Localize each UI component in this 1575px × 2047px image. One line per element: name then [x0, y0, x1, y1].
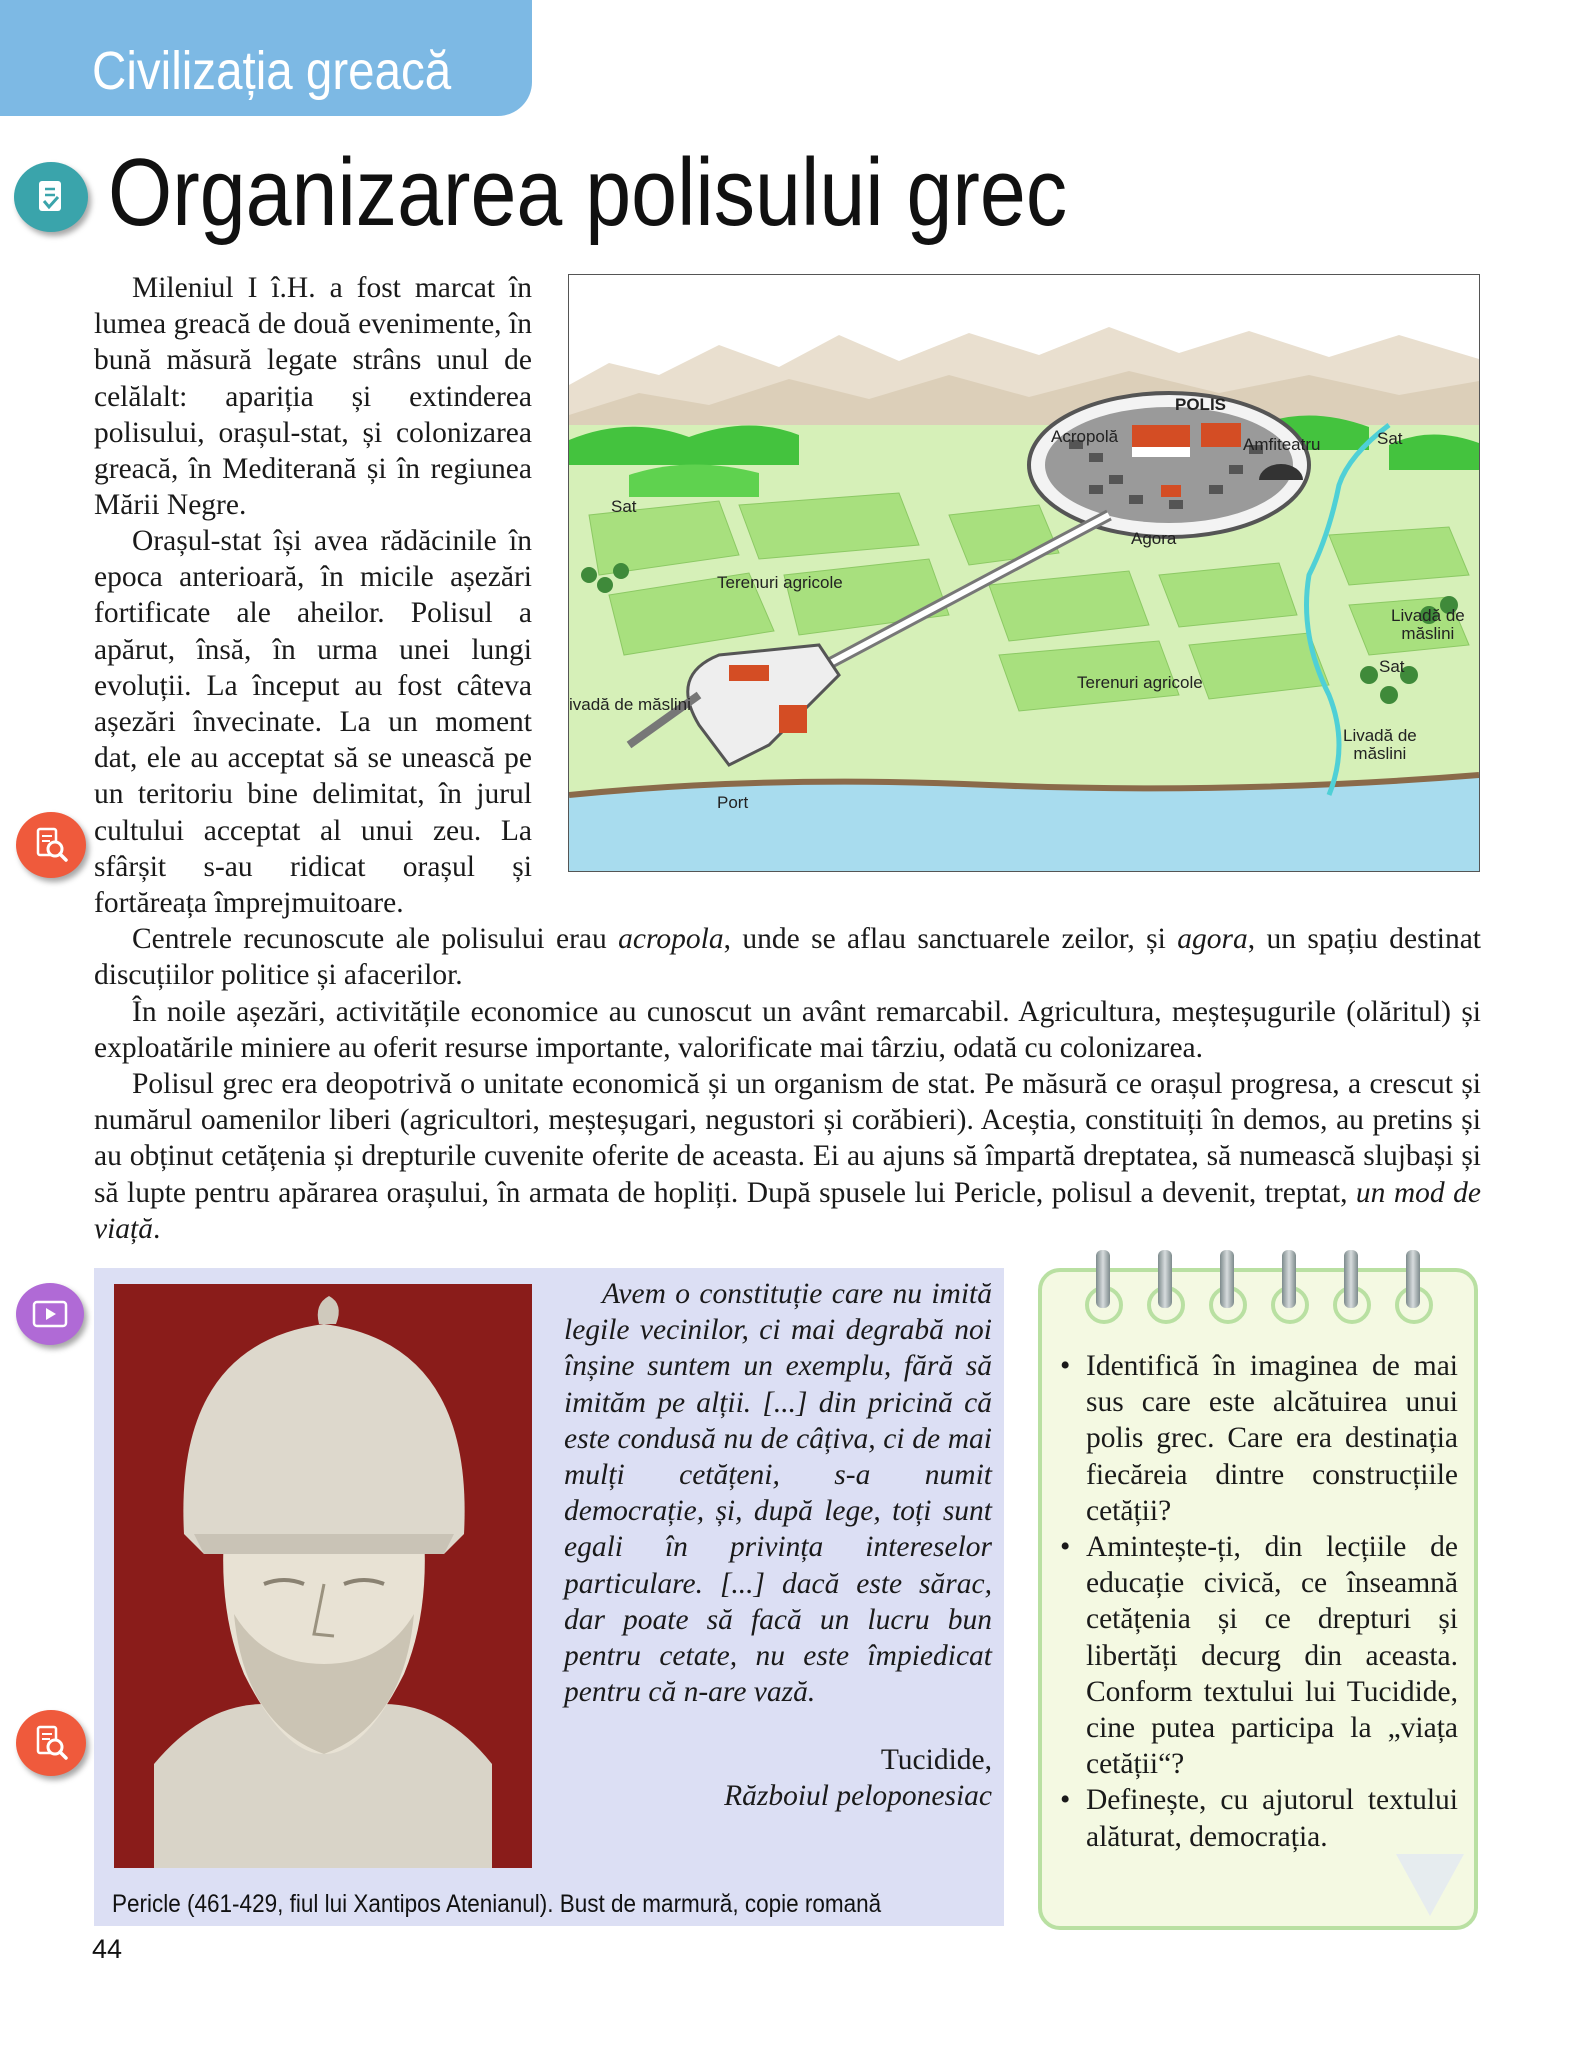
- page-fold: [1396, 1854, 1464, 1916]
- image-caption: Pericle (461-429, fiul lui Xantipos Atenianul). Bust de marmură, copie romană: [112, 1890, 882, 1918]
- paragraph-4-text: În noile așezări, activitățile economice au cunoscut un avânt remarcabil. Agricultura, meșteșugurile (olăritul) și exploatările miniere au oferit resurse importante, valorificate mai târziu, odată cu colonizarea.: [94, 996, 1481, 1065]
- search-icon[interactable]: [16, 812, 86, 878]
- search-icon[interactable]: [16, 1710, 86, 1776]
- term-acropola: acropola: [618, 923, 724, 955]
- quote-book-title: Războiul peloponesiac: [724, 1780, 992, 1813]
- term-mod-de-viata: un mod de viață: [94, 1176, 1481, 1245]
- chapter-title: Civilizația greacă: [92, 41, 452, 101]
- paragraph-3: [94, 921, 1481, 993]
- page-number: 44: [92, 1934, 123, 1964]
- paragraph-5-text: Polisul grec era deopotrivă o unitate economică și un organism de stat. Pe măsură ce orașul progresa, a crescut și numărul oamenilor liberi (agricultori, meșteșugari, negustori și corăbieri). Aceștia, constituiți în demos, au pretins și au obținut cetățenia și drepturile cuvenite oferite de aceasta. Ei au ajuns să împartă dreptatea, să numească slujbași și să lupte pentru apărarea orașului, în armata de hopliți. După spusele lui Pericle, polisul a devenit, treptat,: [94, 1068, 1481, 1209]
- map-label-sat: Sat: [1377, 429, 1403, 448]
- map-label-acropola: Acropolă: [1051, 427, 1119, 446]
- quote-author: Tucidide,: [880, 1744, 992, 1776]
- quote-attribution: [724, 1742, 992, 1814]
- term-agora: agora: [1177, 923, 1248, 955]
- paragraph-5: [94, 1066, 1481, 1247]
- task-item: • Identifică în imaginea de mai sus care este alcătuirea unui polis grec. Care era destinația fiecăreia dintre construcțiile cetății?: [1058, 1348, 1458, 1529]
- tasks-notebook: [1038, 1268, 1478, 1930]
- paragraph-5-text: .: [153, 1212, 161, 1245]
- pericles-bust-image: [114, 1284, 532, 1868]
- map-label-amfiteatru: Amfiteatru: [1243, 435, 1321, 454]
- paragraph-1: [94, 270, 532, 523]
- paragraph-1-text: Mileniul I î.H. a fost marcat în lumea greacă de două evenimente, în bună măsură legate strâns unul de celălalt: apariția și extinderea polisului, orașul-stat, și colonizarea greacă, în Mediterană și în regiunea Mării Negre.: [94, 272, 532, 522]
- map-label-livada: ivadă de măslini: [569, 695, 691, 714]
- paragraph-4: [94, 994, 1481, 1066]
- paragraph-3-text: , unde se aflau sanctuarele zeilor, și: [723, 923, 1178, 955]
- map-label-terenuri-agricole: Terenuri agricole: [1077, 673, 1203, 692]
- paragraph-2: [94, 523, 532, 921]
- source-panel: [94, 1268, 1004, 1926]
- paragraph-3-text: , un spațiu destinat discuțiilor politice și afacerilor.: [94, 923, 1481, 992]
- task-item: • Amintește-ți, din lecțiile de educație civică, ce înseamnă cetățenia și ce drepturi și libertăți decurg din aceasta. Conform textului lui Tucidide, cine putea participa la „viața cetății“?: [1058, 1529, 1458, 1782]
- map-label-port: Port: [717, 793, 749, 812]
- paragraph-2-text: Orașul-stat își avea rădăcinile în epoca anterioară, în micile așezări fortificate ale aheilor. Polisul a apărut, însă, în urma unei lungi evoluții. La început au fost câteva așezări învecinate. La un moment dat, ele au acceptat să se unească pe un teritoriu bine delimitat, în jurul cultului acceptat al unui zeu. La sfârșit s-au ridicat orașul și fortăreața împrejmuitoare.: [94, 525, 532, 920]
- task-item: • Definește, cu ajutorul textului alăturat, democrația.: [1058, 1782, 1458, 1854]
- map-label-polis: POLIS: [1175, 395, 1227, 414]
- map-label-sat: Sat: [1379, 657, 1405, 676]
- map-label-terenuri-agricole: Terenuri agricole: [717, 573, 843, 592]
- tucidide-quote: [564, 1276, 992, 1710]
- task-list: [1058, 1348, 1458, 1855]
- polis-drawing: [569, 275, 1479, 871]
- map-label-livada: Livadă de măslini: [1391, 606, 1465, 643]
- polis-illustration: [568, 274, 1480, 872]
- map-label-livada: Livadă de măslini: [1343, 726, 1417, 763]
- quote-text: Avem o constituție care nu imită legile vecinilor, ci mai degrabă noi înșine suntem un exemplu, fără să imităm pe alții. [...] din pricină că este condusă nu de câțiva, ci de mai mulți cetățeni, s-a numit democrație, și, după lege, toți sunt egali în privința intereselor particulare. [...] dacă este sărac, dar poate să facă un lucru bun pentru cetate, nu este împiedicat pentru că n-are vază.: [564, 1278, 992, 1709]
- paragraph-3-text: Centrele recunoscute ale polisului erau: [132, 923, 619, 955]
- document-icon: [14, 162, 88, 232]
- chapter-tab: [0, 0, 532, 116]
- map-label-sat: Sat: [611, 497, 637, 516]
- video-icon[interactable]: [16, 1283, 84, 1345]
- lesson-title: Organizarea polisului grec: [108, 139, 1068, 246]
- map-label-agora: Agora: [1131, 529, 1177, 548]
